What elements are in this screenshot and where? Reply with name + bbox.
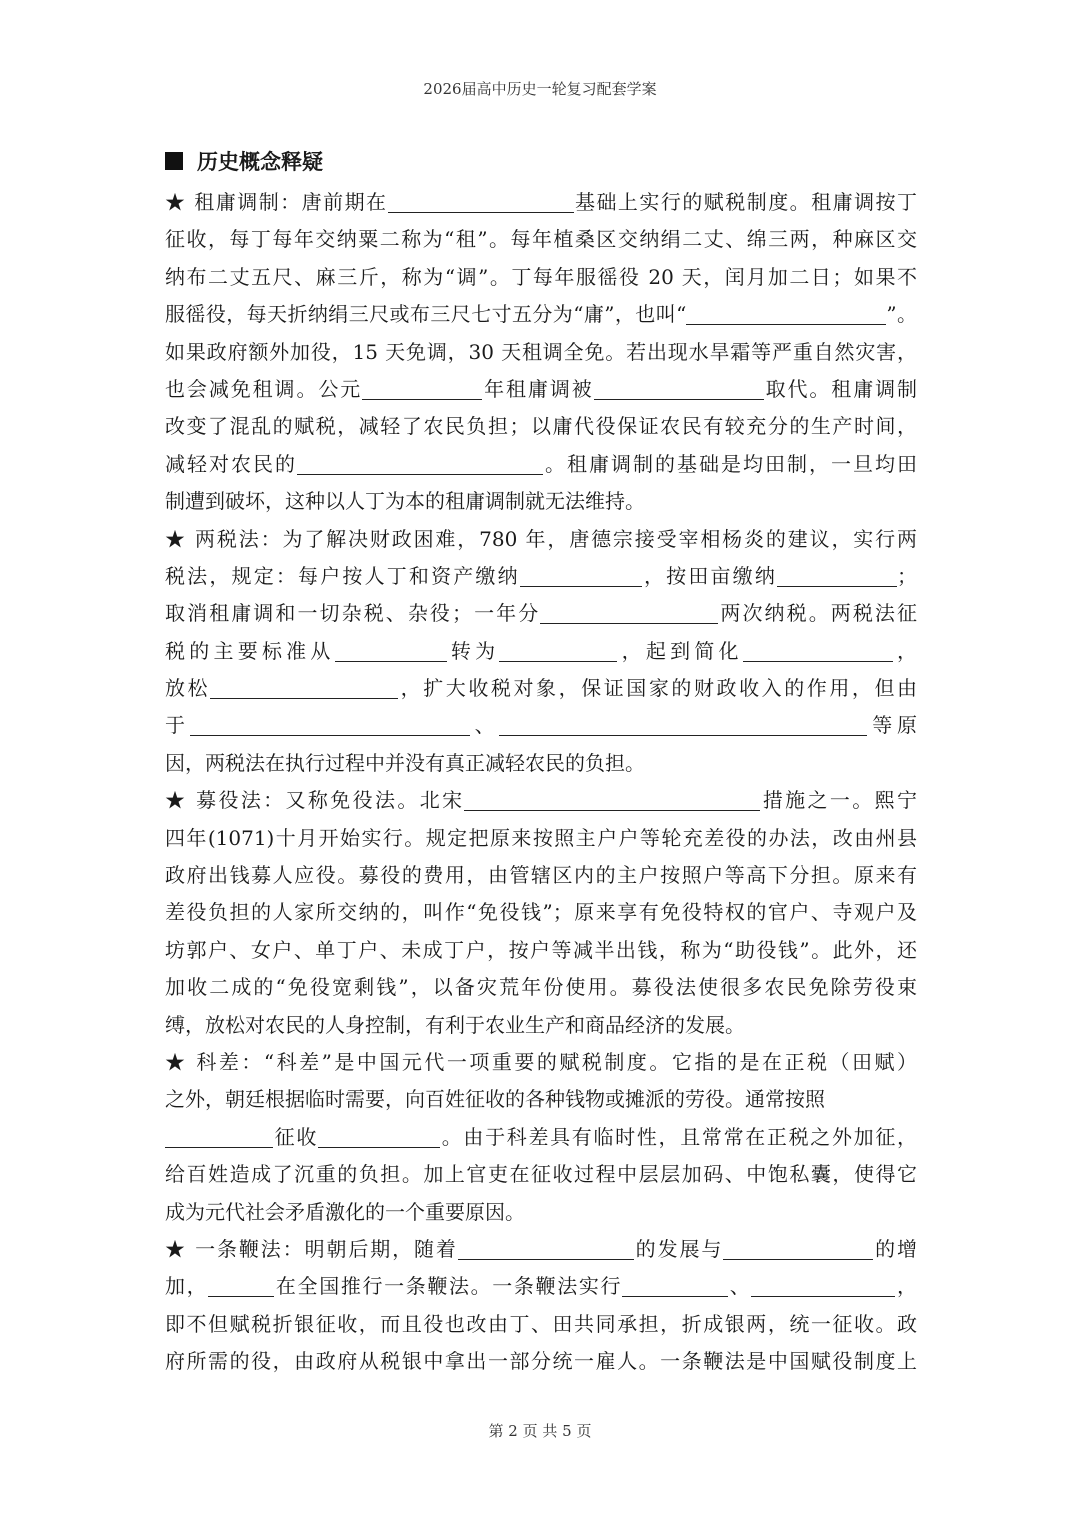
fill-blank[interactable] [594,375,764,400]
text-line: 加收二成的“免役宽剩钱”，以备灾荒年份使用。募役法使很多农民免除劳役束 [165,975,917,1000]
fill-blank[interactable] [723,1235,873,1260]
text-line: 减轻对农民的 。租庸调制的基础是均田制，一旦均田 [165,451,917,476]
fill-blank[interactable] [208,1272,274,1297]
text-line: 也会减免租调。公元 年租庸调被 取代。租庸调制 [165,376,917,401]
fill-blank[interactable] [751,1272,895,1297]
text-line: 如果政府额外加役，15 天免调，30 天租调全免。若出现水旱霜等严重自然灾害， [165,339,917,364]
text-line: 于 、 等原 [165,713,917,738]
fill-blank[interactable] [165,1123,273,1148]
text-line: 服徭役，每天折纳绢三尺或布三尺七寸五分为“庸”，也叫“ ”。 [165,302,917,327]
fill-blank[interactable] [520,562,642,587]
text-line: 加， 在全国推行一条鞭法。一条鞭法实行 、 ， [165,1274,917,1299]
main-text [165,184,917,1381]
text-line: 政府出钱募人应役。募役的费用，由管辖区内的主户按照户等高下分担。原来有 [165,863,917,888]
text-line: 因，两税法在执行过程中并没有真正减轻农民的负担。 [165,750,645,775]
fill-blank[interactable] [297,450,543,475]
text-line: 四年(1071)十月开始实行。规定把原来按照主户户等轮充差役的办法，改由州县 [165,825,917,850]
text-line: 税法，规定：每户按人丁和资产缴纳 ，按田亩缴纳 ； [165,563,917,588]
fill-blank[interactable] [318,1123,440,1148]
fill-blank[interactable] [499,711,867,736]
fill-blank[interactable] [362,375,482,400]
fill-blank[interactable] [458,1235,634,1260]
fill-blank[interactable] [464,786,760,811]
text-line: 给百姓造成了沉重的负担。加上官吏在征收过程中层层加码、中饱私囊，使得它 [165,1162,917,1187]
fill-blank[interactable] [190,711,470,736]
text-line: 缚，放松对农民的人身控制，有利于农业生产和商品经济的发展。 [165,1012,745,1037]
text-line: 税的主要标准从 转为 ，起到简化 ， [165,638,917,663]
text-line: ★ 租庸调制：唐前期在 基础上实行的赋税制度。租庸调按丁 [165,190,917,214]
text-line: 成为元代社会矛盾激化的一个重要原因。 [165,1199,525,1224]
fill-blank[interactable] [540,599,718,624]
text-line: 差役负担的人家所交纳的，叫作“免役钱”；原来享有免役特权的官户、寺观户及 [165,900,917,925]
fill-blank[interactable] [499,637,617,662]
text-line: 之外，朝廷根据临时需要，向百姓征收的各种钱物或摊派的劳役。通常按照 [165,1087,825,1112]
fill-blank[interactable] [335,637,447,662]
fill-blank[interactable] [622,1272,728,1297]
text-line: 改变了混乱的赋税，减轻了农民负担；以庸代役保证农民有较充分的生产时间， [165,414,917,439]
fill-blank[interactable] [210,674,398,699]
section-title [165,146,323,176]
text-line: 征收，每丁每年交纳粟二称为“租”。每年植桑区交纳绢二丈、绵三两，种麻区交 [165,227,917,252]
text-line: ★ 募役法：又称免役法。北宋 措施之一。熙宁 [165,788,917,813]
text-line: 坊郭户、女户、单丁户、未成丁户，按户等减半出钱，称为“助役钱”。此外，还 [165,937,917,962]
text-line: 征收 。由于科差具有临时性，且常常在正税之外加征， [165,1119,917,1156]
page-header: 2026届高中历史一轮复习配套学案 [423,80,657,98]
text-line: ★ 两税法：为了解决财政困难，780 年，唐德宗接受宰相杨炎的建议，实行两 [165,526,917,551]
fill-blank[interactable] [743,637,893,662]
text-line: 纳布二丈五尺、麻三斤，称为“调”。丁每年服徭役 20 天，闰月加二日；如果不 [165,264,917,289]
fill-blank[interactable] [777,562,897,587]
fill-blank[interactable] [388,188,574,213]
text-line: 取消租庸调和一切杂税、杂役；一年分 两次纳税。两税法征 [165,601,917,626]
fill-blank[interactable] [686,300,886,325]
section-title-text: 历史概念释疑 [197,149,323,174]
text-line: 即不但赋税折银征收，而且役也改由丁、田共同承担，折成银两，统一征收。政 [165,1311,917,1336]
text-line: ★ 科差：“科差”是中国元代一项重要的赋税制度。它指的是在正税（田赋） [165,1049,917,1074]
black-square-icon [165,152,183,170]
text-line: 放松 ，扩大收税对象，保证国家的财政收入的作用，但由 [165,676,917,701]
text-line: 制遭到破坏，这种以人丁为本的租庸调制就无法维持。 [165,489,645,514]
text-line: 府所需的役，由政府从税银中拿出一部分统一雇人。一条鞭法是中国赋役制度上 [165,1349,917,1374]
page-footer: 第 2 页 共 5 页 [488,1422,592,1440]
text-line: ★ 一条鞭法：明朝后期，随着 的发展与 的增 [165,1236,917,1261]
